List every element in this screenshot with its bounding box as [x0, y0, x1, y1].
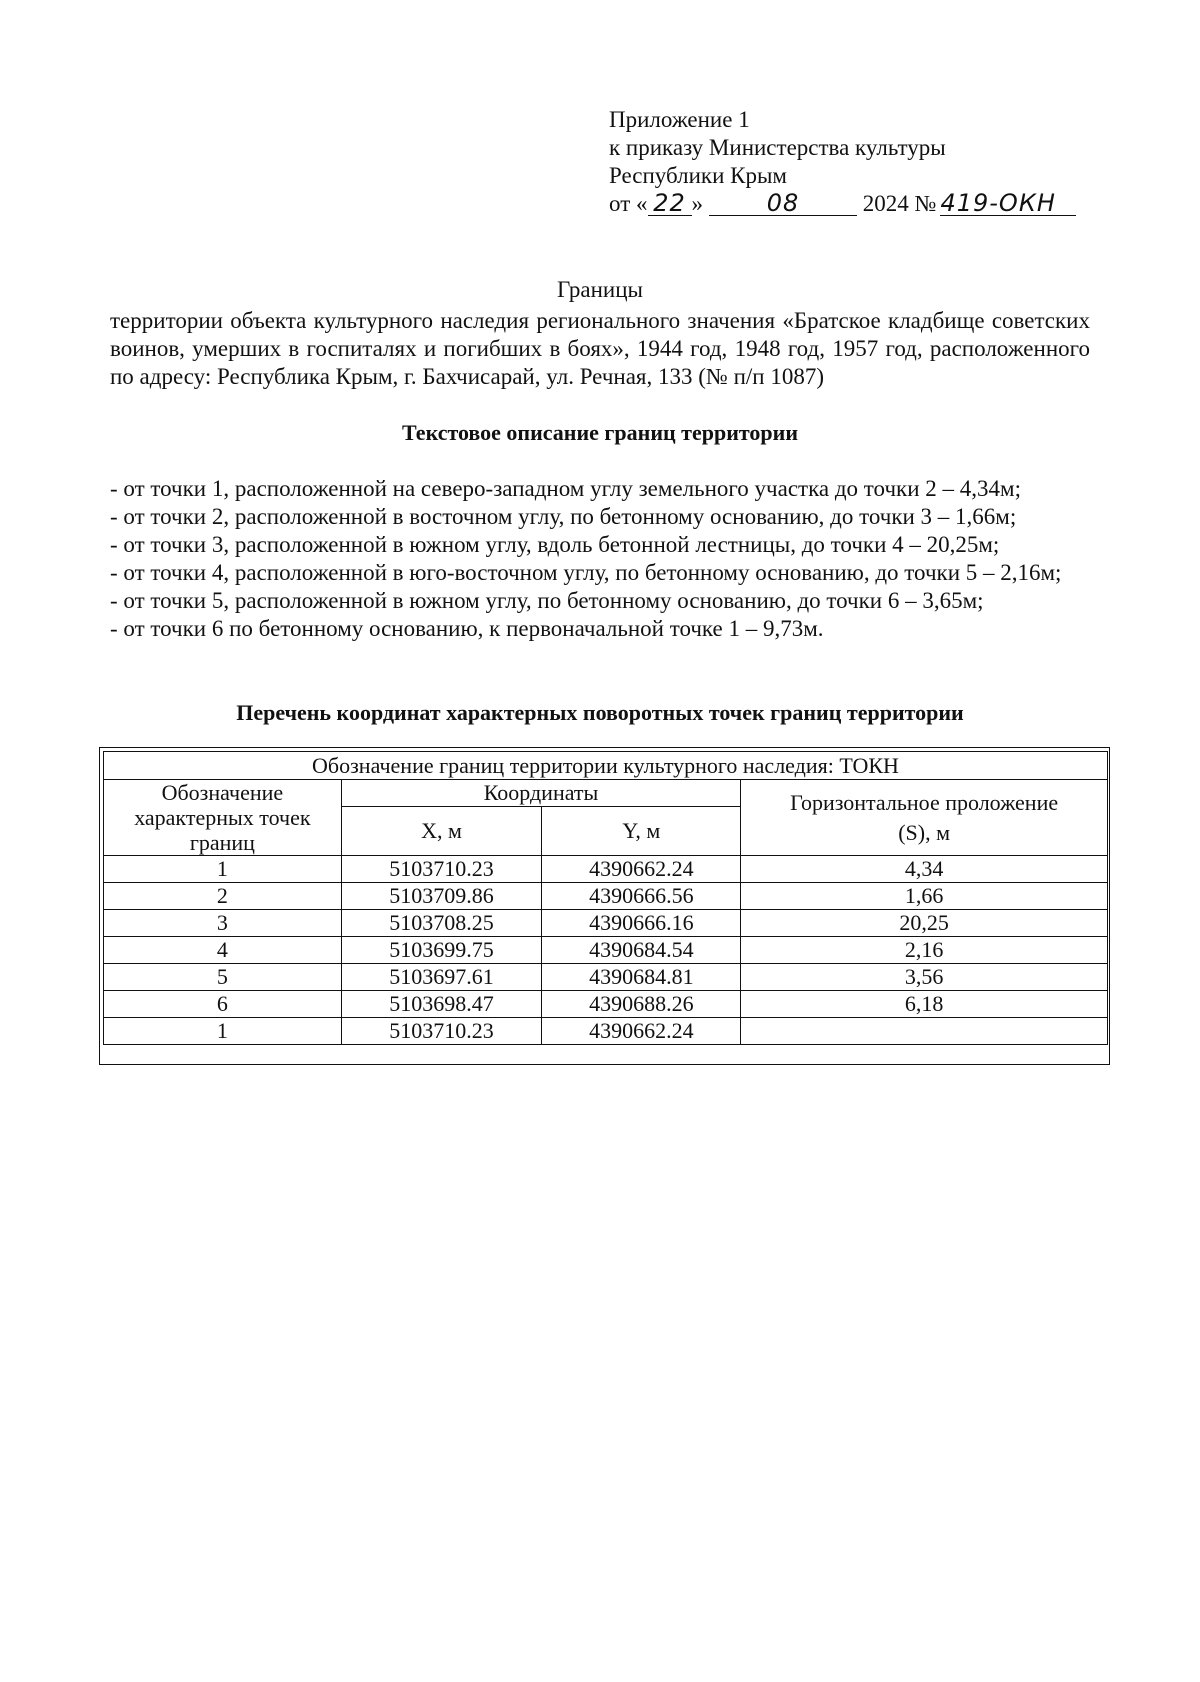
description-item: - от точки 4, расположенной в юго-восточном углу, по бетонному основанию, до точки 5 – 2,16м;: [110, 560, 1062, 585]
cell-x: 5103709.86: [341, 883, 542, 910]
description-item: - от точки 6 по бетонному основанию, к первоначальной точке 1 – 9,73м.: [110, 616, 824, 641]
table-row: [104, 991, 1108, 1018]
table-row: [104, 1018, 1108, 1045]
cell-x: 5103698.47: [341, 991, 542, 1018]
description-item: - от точки 1, расположенной на северо-западном углу земельного участка до точки 2 – 4,34м;: [110, 476, 1021, 501]
table-row: [104, 964, 1108, 991]
description-heading: Текстовое описание границ территории: [401, 420, 799, 445]
cell-point: 4: [104, 937, 342, 964]
description-item: - от точки 5, расположенной в южном углу, по бетонному основанию, до точки 6 – 3,65м;: [110, 588, 984, 613]
cell-s: 1,66: [741, 883, 1108, 910]
date-prefix: от «: [609, 191, 648, 216]
header-y: Y, м: [542, 807, 741, 856]
cell-y: 4390666.16: [542, 910, 741, 937]
cell-x: 5103708.25: [341, 910, 542, 937]
appendix-header: [609, 106, 1076, 218]
description-item: - от точки 2, расположенной в восточном углу, по бетонному основанию, до точки 3 – 1,66м;: [110, 504, 1017, 529]
cell-y: 4390684.81: [542, 964, 741, 991]
table-row: [104, 883, 1108, 910]
coordinates-table: [103, 751, 1108, 1045]
cell-y: 4390666.56: [542, 883, 741, 910]
cell-x: 5103699.75: [341, 937, 542, 964]
date-mid: »: [691, 191, 703, 216]
document-title: Границы: [557, 277, 643, 302]
header-coordinates: Координаты: [341, 780, 741, 807]
cell-x: 5103710.23: [341, 1018, 542, 1045]
header-horizontal-distance: Горизонтальное проложение (S), м: [741, 780, 1108, 856]
description-list: [110, 475, 1095, 643]
table-row: [104, 937, 1108, 964]
cell-x: 5103710.23: [341, 856, 542, 883]
cell-s: [741, 1018, 1108, 1045]
handwritten-order-number: 419-ОКН: [940, 191, 1076, 216]
table-caption: Обозначение границ территории культурного наследия: ТОКН: [104, 752, 1108, 780]
cell-point: 5: [104, 964, 342, 991]
cell-y: 4390662.24: [542, 856, 741, 883]
header-point-designation: Обозначение характерных точек границ: [104, 780, 342, 856]
date-year: 2024 №: [862, 191, 937, 216]
description-item: - от точки 3, расположенной в южном углу, вдоль бетонной лестницы, до точки 4 – 20,25м;: [110, 532, 1000, 557]
cell-y: 4390688.26: [542, 991, 741, 1018]
cell-point: 6: [104, 991, 342, 1018]
cell-s: 4,34: [741, 856, 1108, 883]
cell-y: 4390662.24: [542, 1018, 741, 1045]
cell-point: 2: [104, 883, 342, 910]
intro-paragraph: территории объекта культурного наследия регионального значения «Братское кладбище советских воинов, умерших в госпиталях и погибших в боях», 1944 год, 1948 год, 1957 год, расположенного по адресу: Республика Крым, г. Бахчисарай, ул. Речная, 133 (№ п/п 1087): [110, 308, 1090, 389]
appendix-line-2: к приказу Министерства культуры: [609, 135, 946, 160]
header-x: X, м: [341, 807, 542, 856]
cell-x: 5103697.61: [341, 964, 542, 991]
table-row: [104, 856, 1108, 883]
cell-s: 3,56: [741, 964, 1108, 991]
cell-s: 2,16: [741, 937, 1108, 964]
coordinates-heading: Перечень координат характерных поворотных точек границ территории: [236, 700, 964, 725]
cell-point: 3: [104, 910, 342, 937]
appendix-line-1: Приложение 1: [609, 107, 750, 132]
appendix-date-line: [609, 190, 1076, 218]
cell-point: 1: [104, 856, 342, 883]
handwritten-month: 08: [709, 191, 857, 216]
table-row: [104, 910, 1108, 937]
cell-s: 6,18: [741, 991, 1108, 1018]
cell-s: 20,25: [741, 910, 1108, 937]
cell-point: 1: [104, 1018, 342, 1045]
cell-y: 4390684.54: [542, 937, 741, 964]
appendix-line-3: Республики Крым: [609, 163, 787, 188]
handwritten-day: 22: [648, 191, 692, 216]
